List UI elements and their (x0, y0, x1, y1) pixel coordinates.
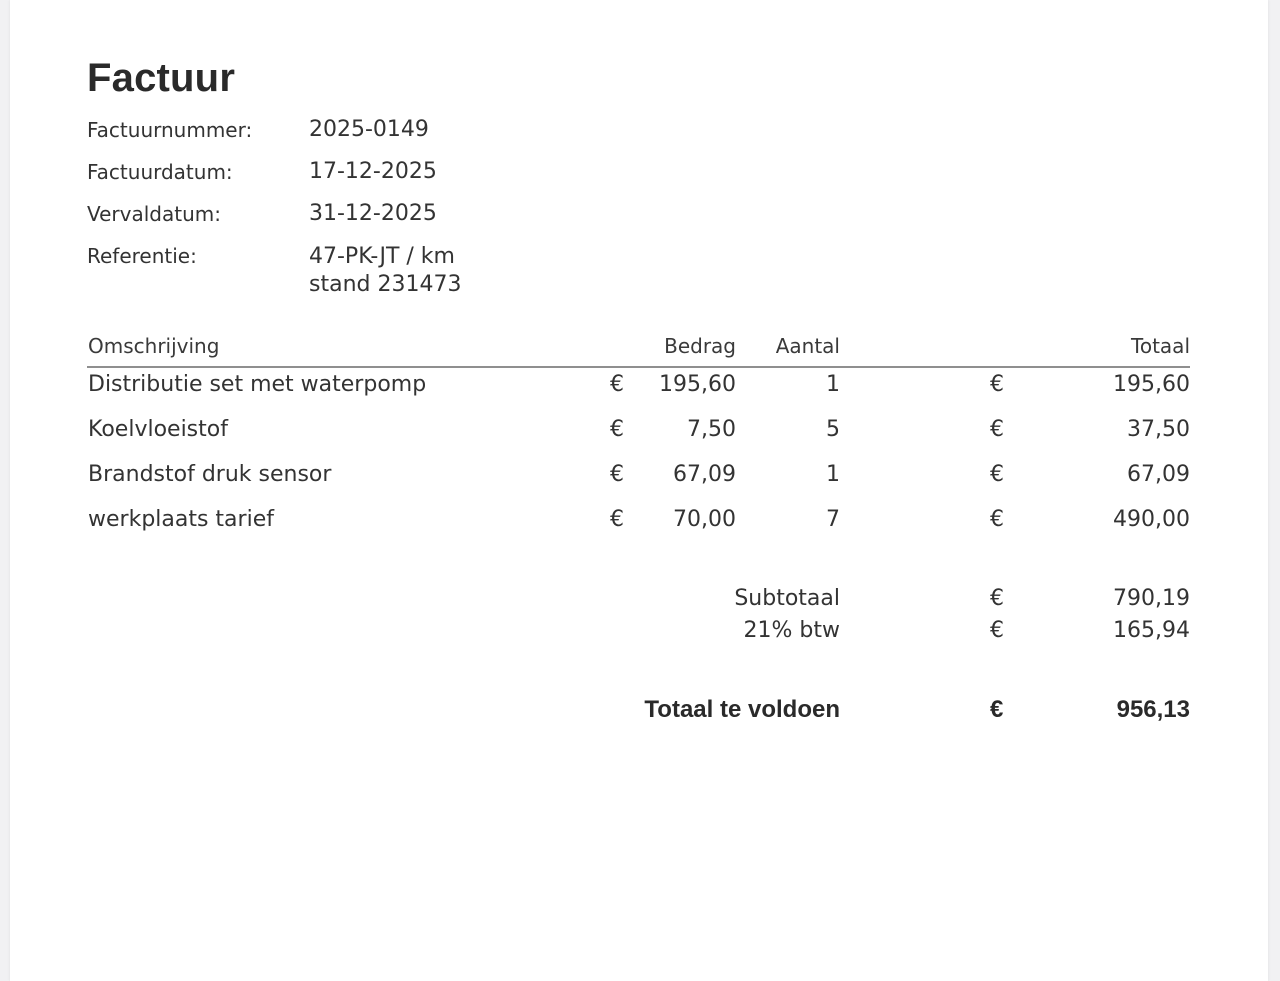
row-4-total-currency: € (990, 507, 1004, 532)
row-3-total-currency: € (990, 462, 1004, 487)
column-header-total: Totaal (1131, 334, 1190, 358)
subtotal-value: 790,19 (1113, 586, 1190, 611)
row-1-amount-currency: € (610, 372, 624, 397)
row-4-amount-currency: € (610, 507, 624, 532)
grand-total-value: 956,13 (1116, 696, 1190, 723)
row-1-description: Distributie set met waterpomp (88, 372, 427, 397)
row-3-quantity: 1 (826, 462, 840, 487)
row-2-description: Koelvloeistof (88, 417, 228, 442)
grand-total-currency: € (990, 696, 1004, 723)
invoice-date-value: 17-12-2025 (309, 159, 437, 184)
invoice-page (10, 0, 1268, 981)
invoice-date-label: Factuurdatum: (87, 160, 233, 184)
due-date-value: 31-12-2025 (309, 201, 437, 226)
row-3-amount: 67,09 (673, 462, 736, 487)
row-1-amount: 195,60 (659, 372, 736, 397)
row-4-total: 490,00 (1113, 507, 1190, 532)
row-4-amount: 70,00 (673, 507, 736, 532)
reference-label: Referentie: (87, 244, 197, 268)
grand-total-label: Totaal te voldoen (644, 696, 840, 723)
subtotal-label: Subtotaal (734, 586, 840, 611)
invoice-number-value: 2025-0149 (309, 117, 429, 142)
row-4-quantity: 7 (826, 507, 840, 532)
row-3-total: 67,09 (1127, 462, 1190, 487)
row-3-description: Brandstof druk sensor (88, 462, 332, 487)
row-1-total: 195,60 (1113, 372, 1190, 397)
row-2-amount: 7,50 (687, 417, 736, 442)
invoice-title: Factuur (87, 56, 236, 100)
row-2-amount-currency: € (610, 417, 624, 442)
row-2-total: 37,50 (1127, 417, 1190, 442)
vat-label: 21% btw (743, 618, 840, 643)
row-3-amount-currency: € (610, 462, 624, 487)
header-divider (87, 366, 1190, 368)
row-4-description: werkplaats tarief (88, 507, 274, 532)
column-header-quantity: Aantal (775, 334, 840, 358)
reference-value-line2: stand 231473 (309, 272, 462, 297)
subtotal-currency: € (990, 586, 1004, 611)
row-1-quantity: 1 (826, 372, 840, 397)
row-1-total-currency: € (990, 372, 1004, 397)
due-date-label: Vervaldatum: (87, 202, 221, 226)
row-2-quantity: 5 (826, 417, 840, 442)
invoice-number-label: Factuurnummer: (87, 118, 253, 142)
row-2-total-currency: € (990, 417, 1004, 442)
vat-value: 165,94 (1113, 618, 1190, 643)
column-header-description: Omschrijving (88, 334, 220, 358)
vat-currency: € (990, 618, 1004, 643)
reference-value-line1: 47-PK-JT / km (309, 244, 455, 269)
column-header-amount: Bedrag (664, 334, 736, 358)
